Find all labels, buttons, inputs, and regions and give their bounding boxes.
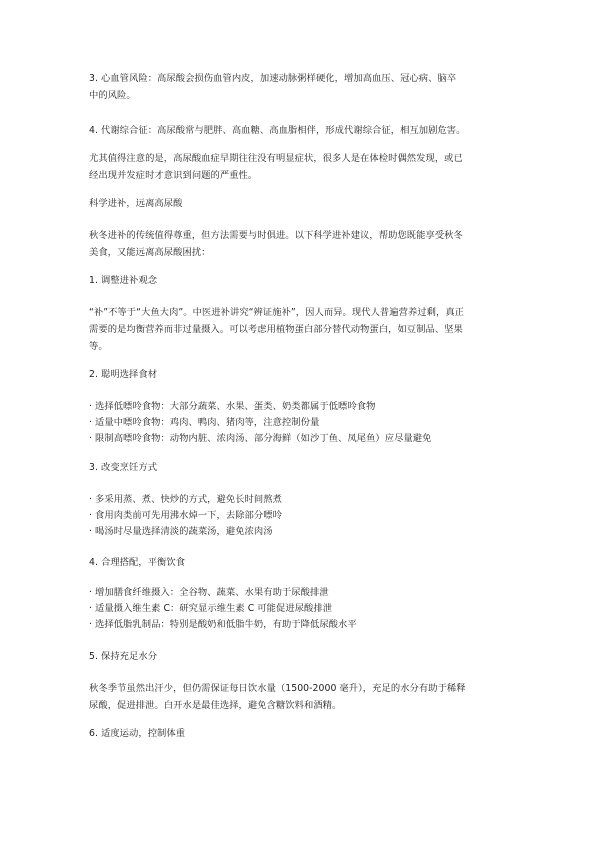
tip-heading: 2. 聪明选择食材 bbox=[89, 369, 158, 380]
list-item: · 多采用蒸、煮、快炒的方式，避免长时间熬煮 bbox=[89, 494, 282, 505]
text-line: 秋冬季节虽然出汗少，但仍需保证每日饮水量（1500-2000 毫升），充足的水分有助于稀释 bbox=[89, 683, 466, 694]
text-line: 经出现并发症时才意识到问题的严重性。 bbox=[89, 170, 258, 181]
tip-heading: 4. 合理搭配，平衡饮食 bbox=[89, 557, 186, 568]
text-line: 尿酸，促进排泄。白开水是最佳选择，避免含糖饮料和酒精。 bbox=[89, 700, 342, 711]
text-line: 尤其值得注意的是，高尿酸血症早期往往没有明显症状，很多人是在体检时偶然发现，或已 bbox=[89, 153, 463, 164]
list-item: · 适量摄入维生素 C：研究显示维生素 C 可能促进尿酸排泄 bbox=[89, 603, 333, 614]
text-line: 需要的是均衡营养而非过量摄入。可以考虑用植物蛋白部分替代动物蛋白，如豆制品、坚果 bbox=[89, 324, 463, 335]
section-heading: 科学进补，远离高尿酸 bbox=[89, 198, 183, 209]
list-item: · 选择低脂乳制品：特别是酸奶和低脂牛奶，有助于降低尿酸水平 bbox=[89, 619, 357, 630]
text-line: 等。 bbox=[89, 341, 108, 352]
text-line: 4. 代谢综合征：高尿酸常与肥胖、高血糖、高血脂相伴，形成代谢综合征，相互加剧危害。 bbox=[89, 125, 466, 136]
tip-heading: 6. 适度运动，控制体重 bbox=[89, 728, 186, 739]
list-item: · 增加膳食纤维摄入：全谷物、蔬菜、水果有助于尿酸排泄 bbox=[89, 587, 329, 598]
tip-heading: 1. 调整进补观念 bbox=[89, 275, 158, 286]
list-item: · 限制高嘌呤食物：动物内脏、浓肉汤、部分海鲜（如沙丁鱼、凤尾鱼）应尽量避免 bbox=[89, 433, 432, 444]
text-line: 秋冬进补的传统值得尊重，但方法需要与时俱进。以下科学进补建议，帮助您既能享受秋冬 bbox=[89, 230, 463, 241]
list-item: · 喝汤时尽量选择清淡的蔬菜汤，避免浓肉汤 bbox=[89, 526, 273, 537]
list-item: · 选择低嘌呤食物：大部分蔬菜、水果、蛋类、奶类都属于低嘌呤食物 bbox=[89, 401, 376, 412]
text-line: 美食，又能远离高尿酸困扰： bbox=[89, 247, 211, 258]
text-line: 3. 心血管风险：高尿酸会损伤血管内皮，加速动脉粥样硬化，增加高血压、冠心病、脑卒 bbox=[89, 73, 457, 84]
list-item: · 食用肉类前可先用沸水焯一下，去除部分嘌呤 bbox=[89, 510, 282, 521]
text-line: “补”不等于“大鱼大肉”。中医进补讲究“辨证施补”，因人而异。现代人普遍营养过剩，真正 bbox=[89, 307, 465, 318]
text-line: 中的风险。 bbox=[89, 90, 136, 101]
tip-heading: 3. 改变烹饪方式 bbox=[89, 462, 158, 473]
list-item: · 适量中嘌呤食物：鸡肉、鸭肉、猪肉等，注意控制份量 bbox=[89, 417, 320, 428]
tip-heading: 5. 保持充足水分 bbox=[89, 651, 158, 662]
